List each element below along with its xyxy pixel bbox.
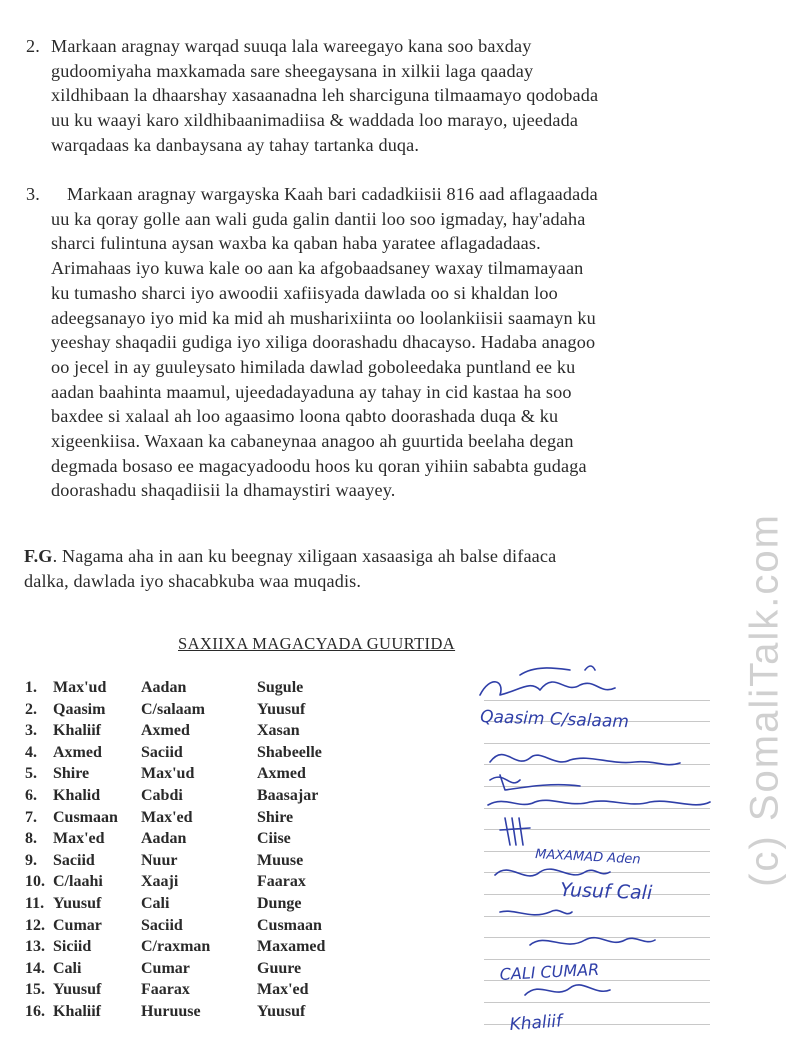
signatory-last-name: Maxamed xyxy=(257,938,326,956)
signatory-first-name: Khaliif xyxy=(53,722,102,740)
paragraph-line: doorashadu shaqadiisii la dhamaystiri waayey. xyxy=(51,480,396,501)
signatory-middle-name: Cumar xyxy=(141,959,190,977)
signatory-last-name: Cusmaan xyxy=(257,916,322,934)
signatory-first-name: Axmed xyxy=(53,743,102,761)
signatory-last-name: Guure xyxy=(257,959,302,977)
signatory-number: 10. xyxy=(25,873,45,891)
signatory-middle-name: Faarax xyxy=(141,981,190,999)
signatory-middle-name: Max'ed xyxy=(141,808,193,826)
signatory-middle-name: Saciid xyxy=(141,916,183,934)
signatory-first-name: Yuusuf xyxy=(53,894,102,912)
signatory-middle-name: Nuur xyxy=(141,851,178,869)
paragraph-line: Arimahaas iyo kuwa kale oo aan ka afgobaadsaney waxay tilmamayaan xyxy=(51,258,584,279)
signatory-number: 11. xyxy=(25,894,45,912)
signatory-middle-name: Huruuse xyxy=(141,1002,201,1020)
signature-10 xyxy=(500,910,572,915)
signatory-first-name: Siciid xyxy=(53,938,92,956)
signatory-number: 14. xyxy=(25,959,45,977)
signatory-number: 3. xyxy=(25,722,37,740)
paragraph-line: uu ku waayi karo xildhibaanimadiisa & waddada loo marayo, ujeedada xyxy=(51,110,579,131)
paragraph-line: aadan baahinta maamul, ujeedadayaduna ay tahay in cid kastaa ha soo xyxy=(51,381,572,402)
signature-heading: SAXIIXA MAGACYADA GUURTIDA xyxy=(178,634,456,653)
signature-4 xyxy=(490,775,580,790)
watermark: (c) SomaliTalk.com xyxy=(742,513,787,887)
signature-5 xyxy=(488,800,710,805)
signatory-first-name: Cusmaan xyxy=(53,808,118,826)
signatory-middle-name: Cali xyxy=(141,894,170,912)
signatory-middle-name: Saciid xyxy=(141,743,183,761)
signatory-number: 1. xyxy=(25,679,37,696)
signatory-number: 4. xyxy=(25,743,37,761)
signatory-number: 12. xyxy=(25,916,45,934)
signatory-first-name: Saciid xyxy=(53,851,95,869)
signatory-first-name: Cumar xyxy=(53,916,102,934)
signatory-number: 13. xyxy=(25,938,45,956)
signature-8 xyxy=(495,869,610,876)
note-paragraph xyxy=(0,544,800,593)
signatory-last-name: Max'ed xyxy=(257,981,309,999)
signatory-first-name: C/laahi xyxy=(53,873,103,891)
paragraph-number: 2. xyxy=(26,36,40,56)
signatory-middle-name: Max'ud xyxy=(141,765,195,783)
paragraph-number: 3. xyxy=(26,184,40,204)
paragraph-line: gudoomiyaha maxkamada sare sheegaysana in xilkii laga qaaday xyxy=(51,60,534,81)
signature-cali-cumar: CALI CUMAR xyxy=(499,959,600,984)
signatory-last-name: Faarax xyxy=(257,873,306,891)
signatory-middle-name: Axmed xyxy=(141,722,190,740)
paragraph-line: yeeshay shaqadii gudiga iyo xiliga doorashadu dhacayso. Hadaba anagoo xyxy=(51,332,596,353)
signature-3 xyxy=(490,755,680,765)
paragraph-line: degmada bosaso ee magacyadoodu hoos ku qoran yihiin sababta gudaga xyxy=(51,455,587,476)
signatory-number: 16. xyxy=(25,1002,45,1020)
signatory-last-name: Xasan xyxy=(257,722,300,740)
signatory-first-name: Khaliif xyxy=(53,1002,102,1020)
signatory-number: 5. xyxy=(25,765,37,783)
signature-13 xyxy=(525,985,610,995)
handwritten-signatures xyxy=(460,650,800,1050)
signatory-number: 8. xyxy=(25,830,37,848)
signatory-last-name: Ciise xyxy=(257,830,291,848)
signatory-first-name: Max'ud xyxy=(53,679,107,696)
signatory-last-name: Baasajar xyxy=(257,786,319,804)
signatory-first-name: Shire xyxy=(53,765,90,783)
signature-maxamad: MAXAMAD Aden xyxy=(534,847,641,868)
paragraph-line: sharci fulintuna aysan waxba ka qaban haba yaratee aflagadadaas. xyxy=(51,233,541,254)
signature-qaasim: Qaasim C/salaam xyxy=(479,707,630,733)
signatory-number: 2. xyxy=(25,700,37,718)
signatory-middle-name: Xaaji xyxy=(141,873,179,891)
note-text: . Nagama aha in aan ku beegnay xiligaan xasaasiga ah balse difaaca xyxy=(52,546,557,566)
signatory-last-name: Shabeelle xyxy=(257,743,322,761)
signatory-first-name: Qaasim xyxy=(53,700,106,718)
signatory-last-name: Muuse xyxy=(257,851,304,869)
paragraph-line: warqadaas ka danbaysana ay tahay tartanka duqa. xyxy=(51,134,420,155)
note-line xyxy=(0,544,800,569)
signatory-number: 9. xyxy=(25,851,37,869)
note-line: dalka, dawlada iyo shacabkuba waa muqadis. xyxy=(24,570,362,591)
paragraph-line: ku tumasho sharci iyo awoodii xafiisyada dawlada oo si khaldan loo xyxy=(51,282,558,303)
signatory-last-name: Dunge xyxy=(257,894,302,912)
paragraph-2 xyxy=(0,34,800,158)
signatory-first-name: Cali xyxy=(53,959,82,977)
signatory-middle-name: Cabdi xyxy=(141,786,183,804)
note-label: F.G xyxy=(24,546,53,566)
signatory-number: 6. xyxy=(25,786,37,804)
paragraph-line: oo jecel in ay guuleysato himilada dawlad goboleedaka puntland ee ku xyxy=(51,356,576,377)
paragraph-line: uu ka qoray golle aan wali guda galin dantii loo soo igmaday, hay'adaha xyxy=(51,208,586,229)
paragraph-line: xildhibaan la dhaarshay xasaanadna leh sharciguna tilmaamayo qodobada xyxy=(51,85,599,106)
paragraph-line: Markaan aragnay warqad suuqa lala wareegayo kana soo baxday xyxy=(51,36,532,56)
signatory-number: 15. xyxy=(25,981,45,999)
paragraph-line: Markaan aragnay wargayska Kaah bari cadadkiisii 816 aad aflagaadada xyxy=(67,184,598,204)
signature-1 xyxy=(480,666,615,695)
signatory-last-name: Axmed xyxy=(257,765,306,783)
signatory-middle-name: C/raxman xyxy=(141,938,211,956)
signatory-last-name: Yuusuf xyxy=(257,1002,306,1020)
signatory-middle-name: C/salaam xyxy=(141,700,205,718)
signature-11 xyxy=(530,938,655,945)
signatory-middle-name: Aadan xyxy=(141,679,187,696)
signatory-number: 7. xyxy=(25,808,37,826)
signatory-first-name: Max'ed xyxy=(53,830,105,848)
paragraph-3 xyxy=(0,182,800,503)
paragraph-line: adeegsanayo iyo mid ka mid ah musharixiinta oo loolankiisii saamayn ku xyxy=(51,307,596,328)
signatory-first-name: Khalid xyxy=(53,786,101,804)
signatory-last-name: Sugule xyxy=(257,679,304,696)
signature-khaliif: Khaliif xyxy=(508,1011,563,1035)
signature-6 xyxy=(500,818,530,845)
paragraph-line: xigeenkiisa. Waxaan ka cabaneynaa anagoo ah guurtida beelaha degan xyxy=(51,431,574,452)
signatory-last-name: Shire xyxy=(257,808,294,826)
signatory-first-name: Yuusuf xyxy=(53,981,102,999)
signatory-last-name: Yuusuf xyxy=(257,700,306,718)
signature-yusuf: Yusuf Cali xyxy=(559,879,653,905)
paragraph-line: baxdee si xalaal ah loo agaasimo loona qabto doorashada duqa & ku xyxy=(51,406,559,427)
signatory-middle-name: Aadan xyxy=(141,830,187,848)
